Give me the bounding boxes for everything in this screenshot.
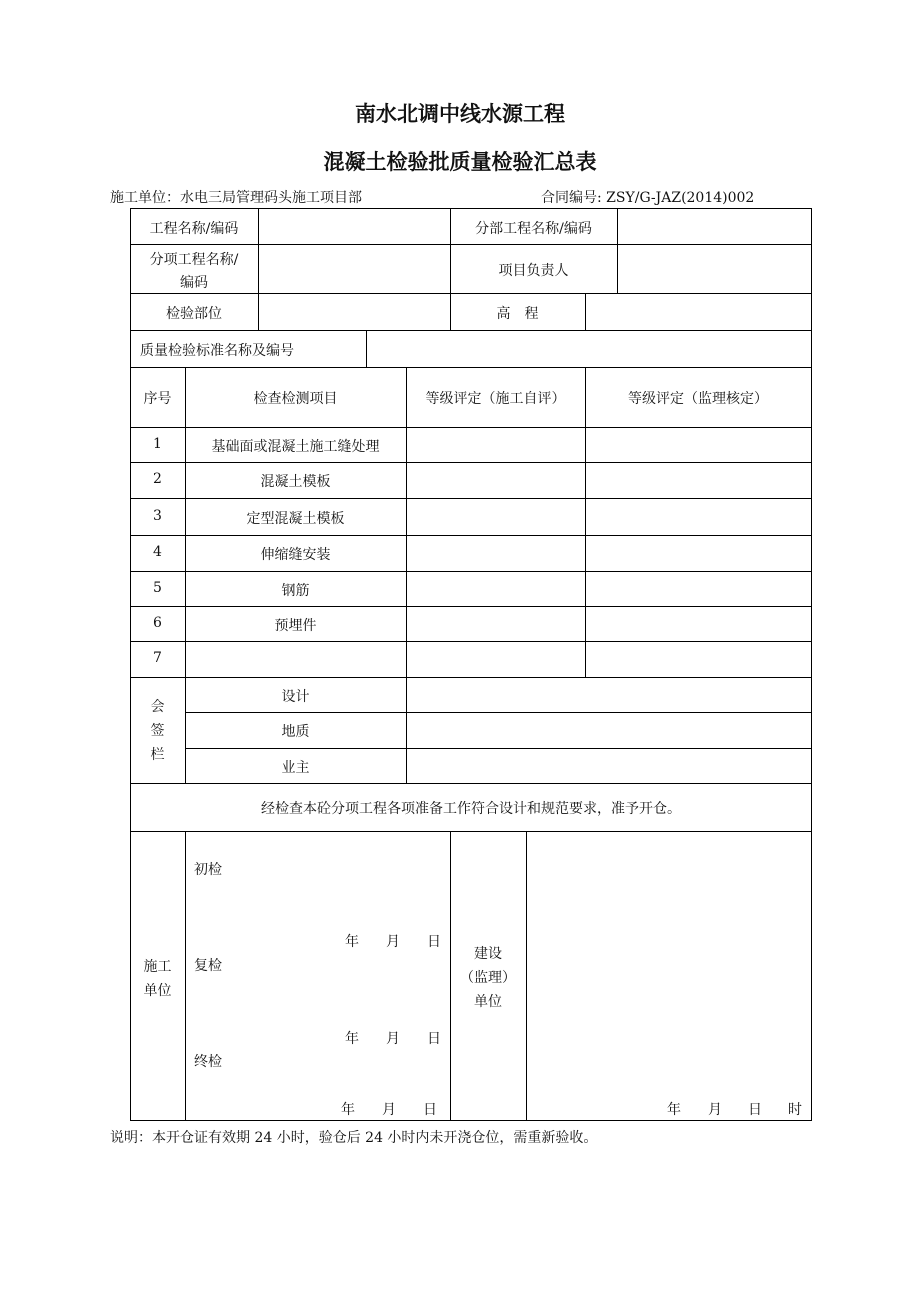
date-month: 月 xyxy=(386,1031,400,1047)
date-year: 年 xyxy=(345,1031,359,1047)
item-project-label: 分项工程名称/ xyxy=(149,252,239,268)
grid-line xyxy=(185,748,812,749)
row-no: 3 xyxy=(153,508,162,524)
row-item: 预埋件 xyxy=(274,618,317,634)
col-no-header: 序号 xyxy=(143,391,172,407)
grid-line xyxy=(130,606,812,607)
initial-check-label: 初检 xyxy=(194,862,222,878)
date-year: 年 xyxy=(341,1102,355,1118)
row-no: 2 xyxy=(153,471,162,487)
col-self-grade-header: 等级评定（施工自评） xyxy=(425,391,566,407)
row-no: 4 xyxy=(153,544,162,560)
row-no: 6 xyxy=(153,615,162,631)
row-item: 钢筋 xyxy=(281,583,310,599)
sign-row-owner: 业主 xyxy=(281,760,310,776)
table-title: 混凝土检验批质量检验汇总表 xyxy=(323,150,597,174)
project-name-label: 工程名称/编码 xyxy=(149,221,239,237)
grid-line xyxy=(130,244,812,245)
row-item: 定型混凝土模板 xyxy=(246,511,345,527)
supervision-unit-label-cont: 单位 xyxy=(474,994,502,1010)
date-year: 年 xyxy=(667,1102,681,1118)
row-no: 7 xyxy=(153,650,162,666)
date-month: 月 xyxy=(386,934,400,950)
grid-line xyxy=(366,330,367,368)
date-month: 月 xyxy=(382,1102,396,1118)
grid-line xyxy=(130,783,812,784)
col-item-header: 检查检测项目 xyxy=(253,391,338,407)
row-no: 1 xyxy=(153,436,162,452)
inspection-part-label: 检验部位 xyxy=(166,306,222,322)
grid-line xyxy=(130,498,812,499)
conclusion-text: 经检查本砼分项工程各项准备工作符合设计和规范要求，准予开仓。 xyxy=(261,801,681,817)
construction-unit: 施工单位：水电三局管理码头施工项目部 xyxy=(110,190,362,206)
recheck-label: 复检 xyxy=(194,958,222,974)
grid-line xyxy=(130,641,812,642)
quality-standard-label: 质量检验标准名称及编号 xyxy=(140,343,294,359)
row-item: 基础面或混凝土施工缝处理 xyxy=(211,439,380,455)
date-day: 日 xyxy=(427,1031,441,1047)
row-item: 混凝土模板 xyxy=(260,474,331,490)
table-border-top xyxy=(130,208,812,209)
grid-line xyxy=(130,427,812,428)
row-no: 5 xyxy=(153,580,162,596)
table-border-bottom xyxy=(130,1120,812,1121)
date-month: 月 xyxy=(708,1102,722,1118)
document-title: 南水北调中线水源工程 xyxy=(355,102,565,126)
sign-label-cont: 栏 xyxy=(150,747,165,763)
grid-line xyxy=(585,293,586,331)
grid-line xyxy=(130,367,812,368)
grid-line xyxy=(130,571,812,572)
supervision-unit-label-cont: （监理） xyxy=(460,970,516,986)
col-supervisor-grade-header: 等级评定（监理核定） xyxy=(628,391,768,407)
sign-label: 会 xyxy=(150,699,165,715)
construction-unit-label-cont: 单位 xyxy=(143,983,172,999)
grid-line xyxy=(130,462,812,463)
supervision-unit-label: 建设 xyxy=(474,946,502,962)
date-day: 日 xyxy=(427,934,441,950)
grid-line xyxy=(585,367,586,678)
grid-line xyxy=(258,208,259,331)
sign-row-geology: 地质 xyxy=(281,724,310,740)
sign-label-cont: 签 xyxy=(150,723,165,739)
footnote: 说明：本开仓证有效期 24 小时，验仓后 24 小时内未开浇仓位，需重新验收。 xyxy=(110,1130,598,1146)
grid-line xyxy=(130,831,812,832)
construction-unit-label: 施工 xyxy=(143,959,172,975)
project-leader-label: 项目负责人 xyxy=(498,263,569,279)
grid-line xyxy=(130,293,812,294)
elevation-label: 高 程 xyxy=(496,306,539,322)
date-year: 年 xyxy=(345,934,359,950)
final-check-label: 终检 xyxy=(194,1054,222,1070)
item-project-label-cont: 编码 xyxy=(180,275,208,291)
grid-line xyxy=(526,831,527,1121)
grid-line xyxy=(406,367,407,784)
date-hour: 时 xyxy=(788,1102,802,1118)
sub-project-label: 分部工程名称/编码 xyxy=(475,221,592,237)
grid-line xyxy=(617,208,618,294)
grid-line xyxy=(130,535,812,536)
date-day: 日 xyxy=(748,1102,762,1118)
date-day: 日 xyxy=(423,1102,437,1118)
contract-number: 合同编号: ZSY/G-JAZ(2014)002 xyxy=(541,190,755,206)
grid-line xyxy=(185,831,186,1121)
row-item: 伸缩缝安装 xyxy=(260,547,331,563)
grid-line xyxy=(185,712,812,713)
sign-row-design: 设计 xyxy=(281,689,310,705)
grid-line xyxy=(130,677,812,678)
table-border-right xyxy=(811,208,812,1121)
grid-line xyxy=(130,330,812,331)
